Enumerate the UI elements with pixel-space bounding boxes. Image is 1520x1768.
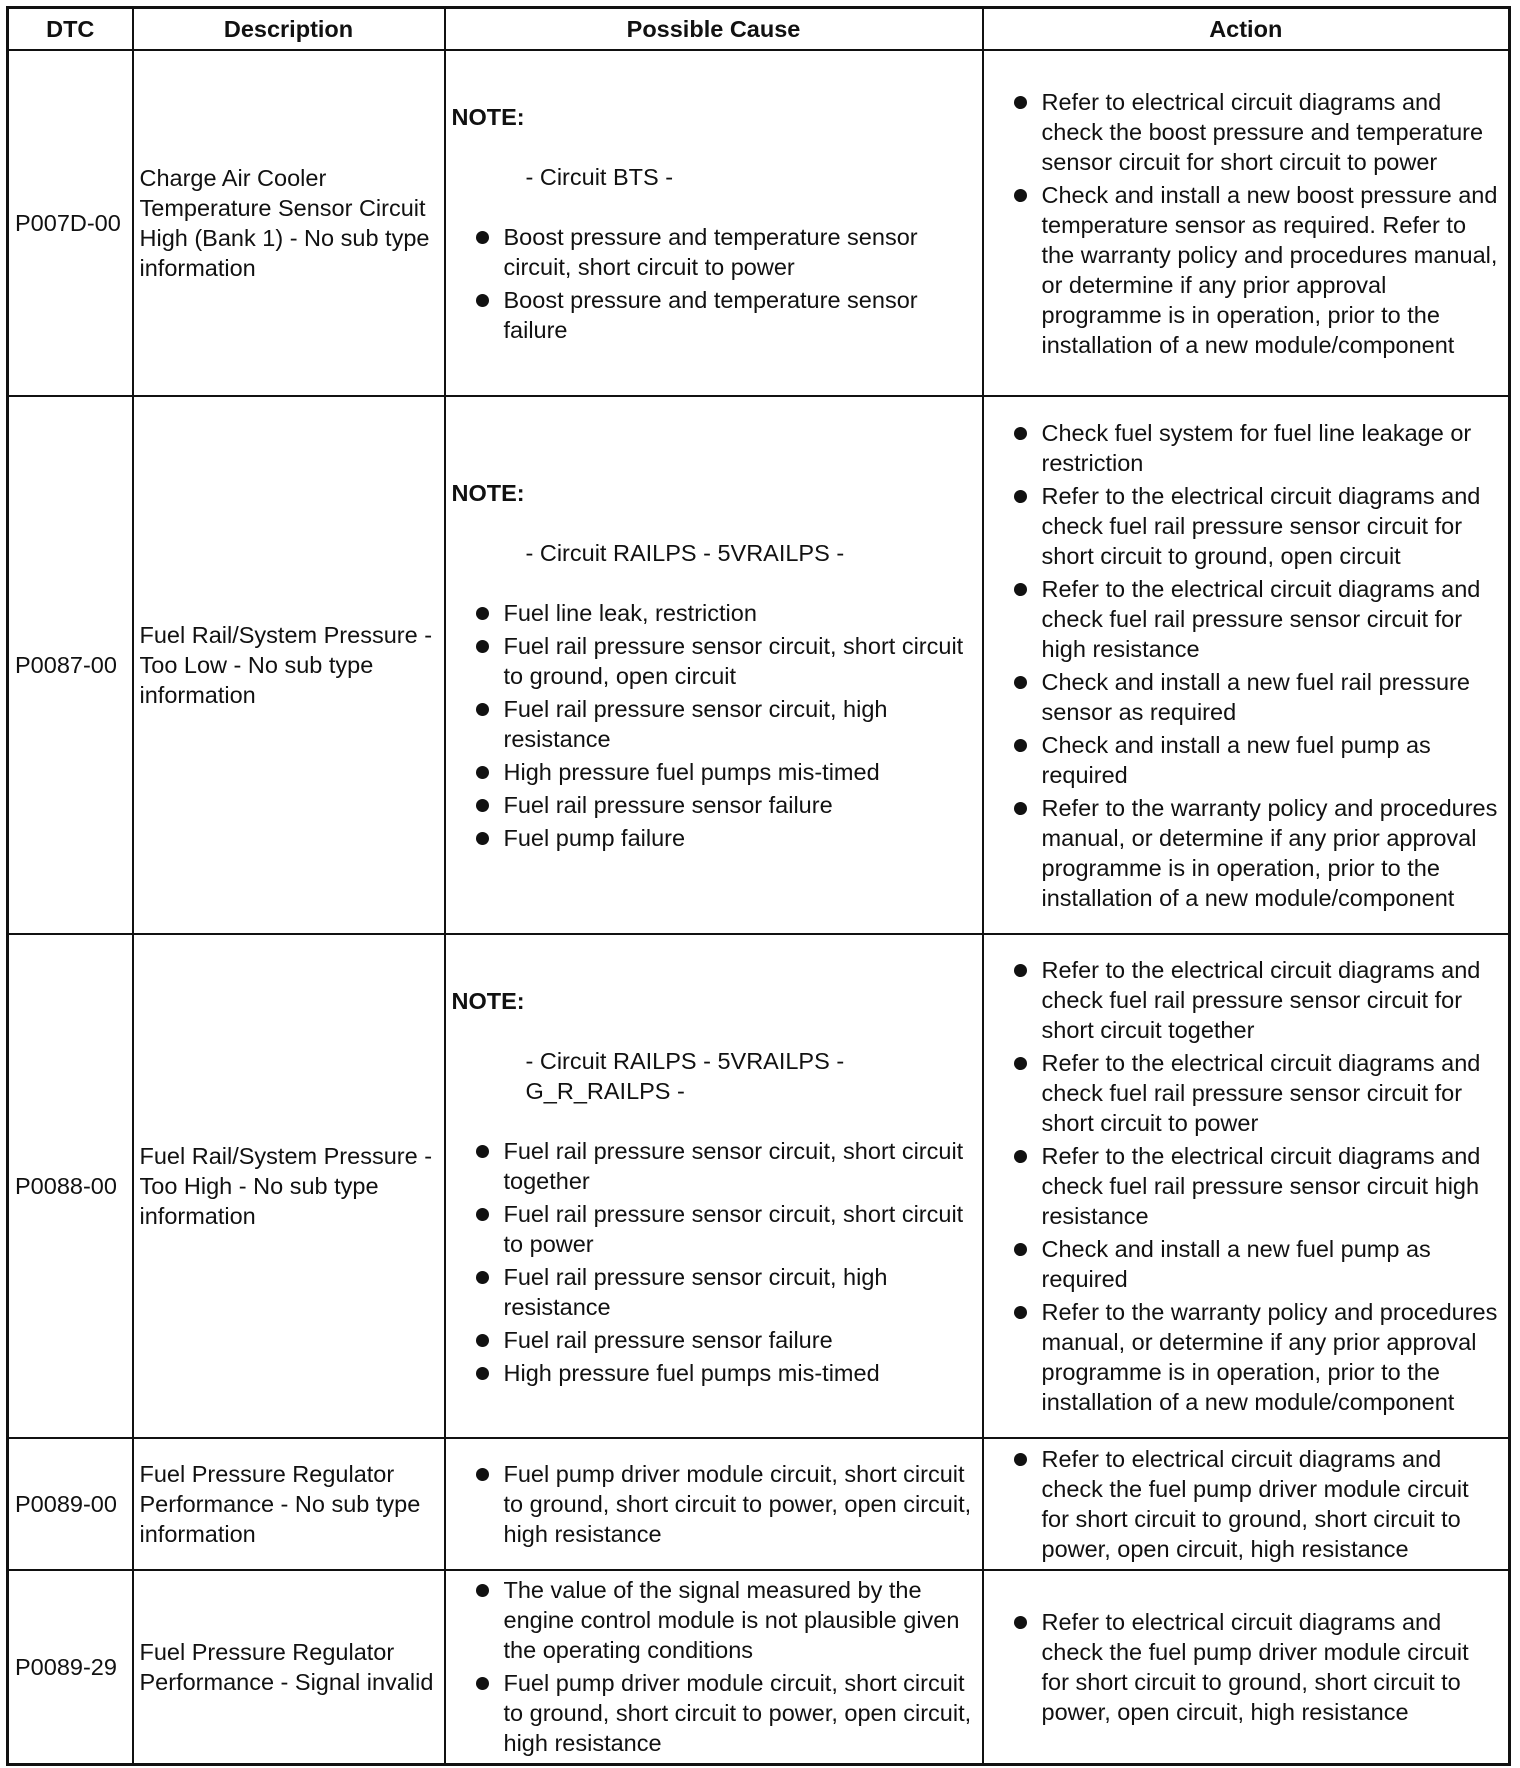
list-item: High pressure fuel pumps mis-timed (452, 1358, 976, 1388)
dtc-table (6, 6, 1511, 1766)
list-item: Refer to the electrical circuit diagrams and check fuel rail pressure sensor circuit for short circuit to power (990, 1048, 1503, 1138)
dtc-code: P0088-00 (8, 934, 133, 1438)
action (983, 1570, 1510, 1764)
list-item: Check and install a new fuel rail pressure sensor as required (990, 667, 1503, 727)
list-item: Fuel rail pressure sensor circuit, short circuit to ground, open circuit (452, 631, 976, 691)
action (983, 50, 1510, 396)
list-item: The value of the signal measured by the engine control module is not plausible given the operating conditions (452, 1575, 976, 1665)
note-label: NOTE: (451, 987, 525, 1014)
note-label: NOTE: (451, 104, 525, 130)
dtc-description: Fuel Rail/System Pressure - Too High - No sub type information (133, 934, 445, 1438)
cause-list (452, 222, 976, 345)
list-item: Refer to electrical circuit diagrams and check the fuel pump driver module circuit for short circuit to ground, short circuit to power, open circuit, high resistance (990, 1444, 1503, 1564)
list-item: Refer to electrical circuit diagrams and check the fuel pump driver module circuit for short circuit to ground, short circuit to power, open circuit, high resistance (990, 1607, 1503, 1727)
list-item: Boost pressure and temperature sensor circuit, short circuit to power (452, 222, 976, 282)
dtc-code: P0089-29 (8, 1570, 133, 1764)
list-item: Fuel line leak, restriction (452, 598, 976, 628)
list-item: Boost pressure and temperature sensor failure (452, 285, 976, 345)
list-item: Check fuel system for fuel line leakage or restriction (990, 418, 1503, 478)
list-item: Refer to the electrical circuit diagrams and check fuel rail pressure sensor circuit for high resistance (990, 574, 1503, 664)
possible-cause (445, 934, 983, 1438)
action (983, 1438, 1510, 1570)
header-description: Description (133, 8, 445, 51)
list-item: High pressure fuel pumps mis-timed (452, 757, 976, 787)
table-row (8, 1570, 1510, 1764)
header-row (8, 8, 1510, 51)
table-row (8, 934, 1510, 1438)
list-item: Fuel pump failure (452, 823, 976, 853)
list-item: Fuel rail pressure sensor failure (452, 1325, 976, 1355)
circuit-note: - Circuit BTS - (525, 164, 674, 190)
list-item: Refer to electrical circuit diagrams and check the boost pressure and temperature sensor circuit for short circuit to power (990, 87, 1503, 177)
action (983, 396, 1510, 934)
cause-list (452, 1575, 976, 1758)
dtc-code: P0089-00 (8, 1438, 133, 1570)
possible-cause (445, 396, 983, 934)
action-list (990, 955, 1503, 1417)
dtc-description: Fuel Rail/System Pressure - Too Low - No sub type information (133, 396, 445, 934)
note-block (452, 478, 976, 568)
dtc-description: Fuel Pressure Regulator Performance - No sub type information (133, 1438, 445, 1570)
action-list (990, 1607, 1503, 1727)
list-item: Fuel rail pressure sensor failure (452, 790, 976, 820)
circuit-note: - Circuit RAILPS - 5VRAILPS - (525, 540, 845, 566)
dtc-description: Fuel Pressure Regulator Performance - Signal invalid (133, 1570, 445, 1764)
action-list (990, 87, 1503, 360)
dtc-code: P0087-00 (8, 396, 133, 934)
possible-cause (445, 50, 983, 396)
table-row (8, 1438, 1510, 1570)
action-list (990, 1444, 1503, 1564)
action (983, 934, 1510, 1438)
list-item: Refer to the electrical circuit diagrams and check fuel rail pressure sensor circuit for short circuit to ground, open circuit (990, 481, 1503, 571)
header-dtc: DTC (8, 8, 133, 51)
dtc-code: P007D-00 (8, 50, 133, 396)
list-item: Refer to the warranty policy and procedures manual, or determine if any prior approval programme is in operation, prior to the installation of a new module/component (990, 1297, 1503, 1417)
list-item: Check and install a new fuel pump as required (990, 730, 1503, 790)
list-item: Fuel pump driver module circuit, short circuit to ground, short circuit to power, open circuit, high resistance (452, 1459, 976, 1549)
list-item: Fuel rail pressure sensor circuit, high resistance (452, 1262, 976, 1322)
note-label: NOTE: (451, 480, 525, 506)
header-possible-cause: Possible Cause (445, 8, 983, 51)
list-item: Refer to the electrical circuit diagrams and check fuel rail pressure sensor circuit for short circuit together (990, 955, 1503, 1045)
note-block (452, 986, 976, 1106)
possible-cause (445, 1570, 983, 1764)
dtc-description: Charge Air Cooler Temperature Sensor Circuit High (Bank 1) - No sub type information (133, 50, 445, 396)
table-row (8, 50, 1510, 396)
table-row (8, 396, 1510, 934)
list-item: Fuel rail pressure sensor circuit, short circuit together (452, 1136, 976, 1196)
cause-list (452, 1459, 976, 1549)
cause-list (452, 1136, 976, 1388)
note-block (452, 102, 976, 192)
list-item: Fuel pump driver module circuit, short circuit to ground, short circuit to power, open circuit, high resistance (452, 1668, 976, 1758)
header-action: Action (983, 8, 1510, 51)
list-item: Fuel rail pressure sensor circuit, short circuit to power (452, 1199, 976, 1259)
possible-cause (445, 1438, 983, 1570)
list-item: Check and install a new fuel pump as required (990, 1234, 1503, 1294)
cause-list (452, 598, 976, 853)
circuit-note: - Circuit RAILPS - 5VRAILPS - G_R_RAILPS - (525, 1047, 845, 1104)
list-item: Fuel rail pressure sensor circuit, high resistance (452, 694, 976, 754)
action-list (990, 418, 1503, 913)
list-item: Check and install a new boost pressure and temperature sensor as required. Refer to the warranty policy and procedures manual, or determine if any prior approval programme is in operation, prior to the installation of a new module/component (990, 180, 1503, 360)
list-item: Refer to the warranty policy and procedures manual, or determine if any prior approval programme is in operation, prior to the installation of a new module/component (990, 793, 1503, 913)
list-item: Refer to the electrical circuit diagrams and check fuel rail pressure sensor circuit high resistance (990, 1141, 1503, 1231)
